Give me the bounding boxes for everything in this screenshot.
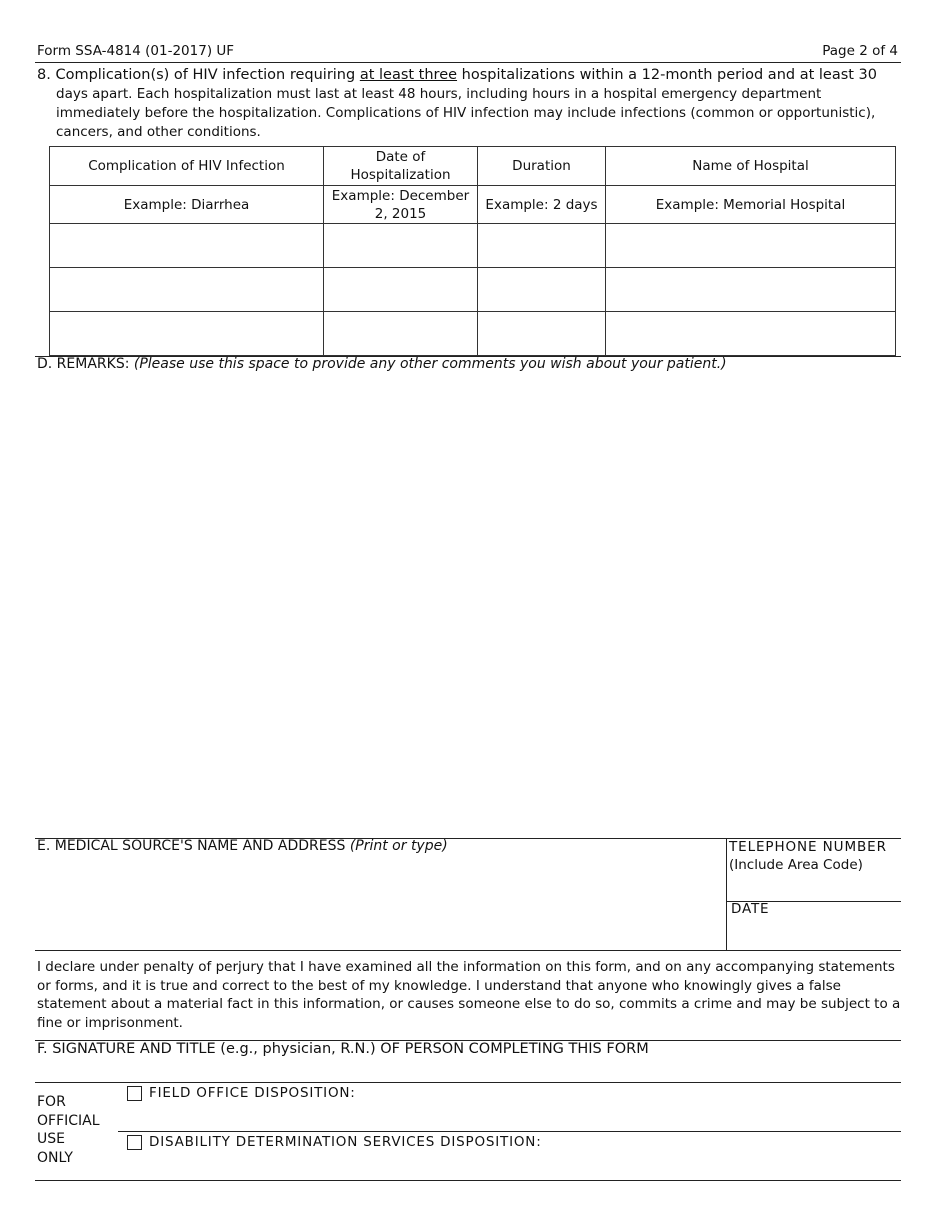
field-office-disposition-label: FIELD OFFICE DISPOSITION: (149, 1085, 356, 1101)
complication-cell[interactable] (50, 268, 324, 312)
field-office-checkbox[interactable] (127, 1086, 142, 1101)
example-hospital: Example: Memorial Hospital (606, 186, 896, 224)
hospital-cell[interactable] (606, 268, 896, 312)
complication-input[interactable] (52, 224, 321, 267)
hospital-input[interactable] (608, 312, 893, 355)
table-example-row (50, 186, 896, 224)
section-e-column-divider (726, 838, 727, 950)
date-cell[interactable] (324, 224, 478, 268)
page-number: Page 2 of 4 (822, 43, 898, 59)
example-date: Example: December 2, 2015 (324, 186, 478, 224)
telephone-title: TELEPHONE NUMBER (729, 839, 887, 855)
date-input[interactable] (326, 312, 475, 355)
medical-source-title: E. MEDICAL SOURCE'S NAME AND ADDRESS (37, 838, 350, 854)
item8-body: days apart. Each hospitalization must last at least 48 hours, including hours in a hospital emergency department immediately before the hospitalization. Complications of HIV infection may include infections (common or opportunistic), cancers, and other conditions. (56, 86, 876, 140)
signature-label: F. SIGNATURE AND TITLE (e.g., physician, R.N.) OF PERSON COMPLETING THIS FORM (37, 1041, 649, 1057)
example-duration: Example: 2 days (478, 186, 606, 224)
duration-input[interactable] (480, 268, 603, 311)
telephone-hint: (Include Area Code) (729, 857, 863, 873)
item8-lead-underlined: at least three (359, 67, 458, 83)
item8-lead-after: hospitalizations within a 12-month period and at least 30 (457, 67, 878, 83)
duration-cell[interactable] (478, 312, 606, 356)
date-cell[interactable] (324, 268, 478, 312)
hospital-input[interactable] (608, 224, 893, 267)
official-use-line3: USE (37, 1131, 65, 1147)
date-input[interactable] (326, 268, 475, 311)
remarks-textarea[interactable] (37, 378, 901, 837)
item8-heading (37, 66, 897, 85)
remarks-title: D. REMARKS: (37, 356, 134, 372)
duration-cell[interactable] (478, 224, 606, 268)
example-complication: Example: Diarrhea (50, 186, 324, 224)
header-date: Date of Hospitalization (324, 147, 478, 186)
item8-lead-before: 8. Complication(s) of HIV infection requiring (37, 67, 360, 83)
complication-input[interactable] (52, 312, 321, 355)
hospital-input[interactable] (608, 268, 893, 311)
header-duration: Duration (478, 147, 606, 186)
section-e-bottom-divider (35, 950, 901, 951)
header-divider (35, 62, 901, 63)
official-use-line2: OFFICIAL (37, 1112, 100, 1129)
date-cell[interactable] (324, 312, 478, 356)
official-use-line1: FOR (37, 1094, 66, 1110)
official-use-bottom-divider (35, 1180, 901, 1181)
official-use-line4: ONLY (37, 1149, 73, 1166)
table-row (50, 312, 896, 356)
telephone-label (729, 838, 887, 874)
date-label: DATE (731, 901, 770, 917)
date-input[interactable] (326, 224, 475, 267)
official-use-label (37, 1093, 100, 1167)
header-hospital: Name of Hospital (606, 147, 896, 186)
hospital-cell[interactable] (606, 312, 896, 356)
official-use-divider (118, 1131, 901, 1132)
table-row (50, 224, 896, 268)
remarks-label (37, 356, 727, 372)
hospital-cell[interactable] (606, 224, 896, 268)
complication-input[interactable] (52, 268, 321, 311)
table-row (50, 268, 896, 312)
form-id: Form SSA-4814 (01-2017) UF (37, 43, 235, 59)
duration-input[interactable] (480, 312, 603, 355)
medical-source-hint: (Print or type) (349, 838, 448, 854)
complication-cell[interactable] (50, 312, 324, 356)
complication-cell[interactable] (50, 224, 324, 268)
perjury-declaration: I declare under penalty of perjury that I have examined all the information on this form, and on any accompanying statements or forms, and it is true and correct to the best of my knowledge. I understand that anyone who knowingly gives a false statement about a material fact in this information, or causes someone else to do so, commits a crime and may be subject to a fine or imprisonment. (37, 959, 901, 1031)
table-header-row (50, 147, 896, 186)
header-complication: Complication of HIV Infection (50, 147, 324, 186)
hiv-complications-table (49, 146, 896, 356)
remarks-hint: (Please use this space to provide any other comments you wish about your patient.) (133, 356, 727, 372)
section-f-bottom-divider (35, 1082, 901, 1083)
medical-source-label (37, 838, 448, 854)
dds-disposition-label: DISABILITY DETERMINATION SERVICES DISPOSITION: (149, 1134, 542, 1150)
duration-cell[interactable] (478, 268, 606, 312)
dds-checkbox[interactable] (127, 1135, 142, 1150)
duration-input[interactable] (480, 224, 603, 267)
